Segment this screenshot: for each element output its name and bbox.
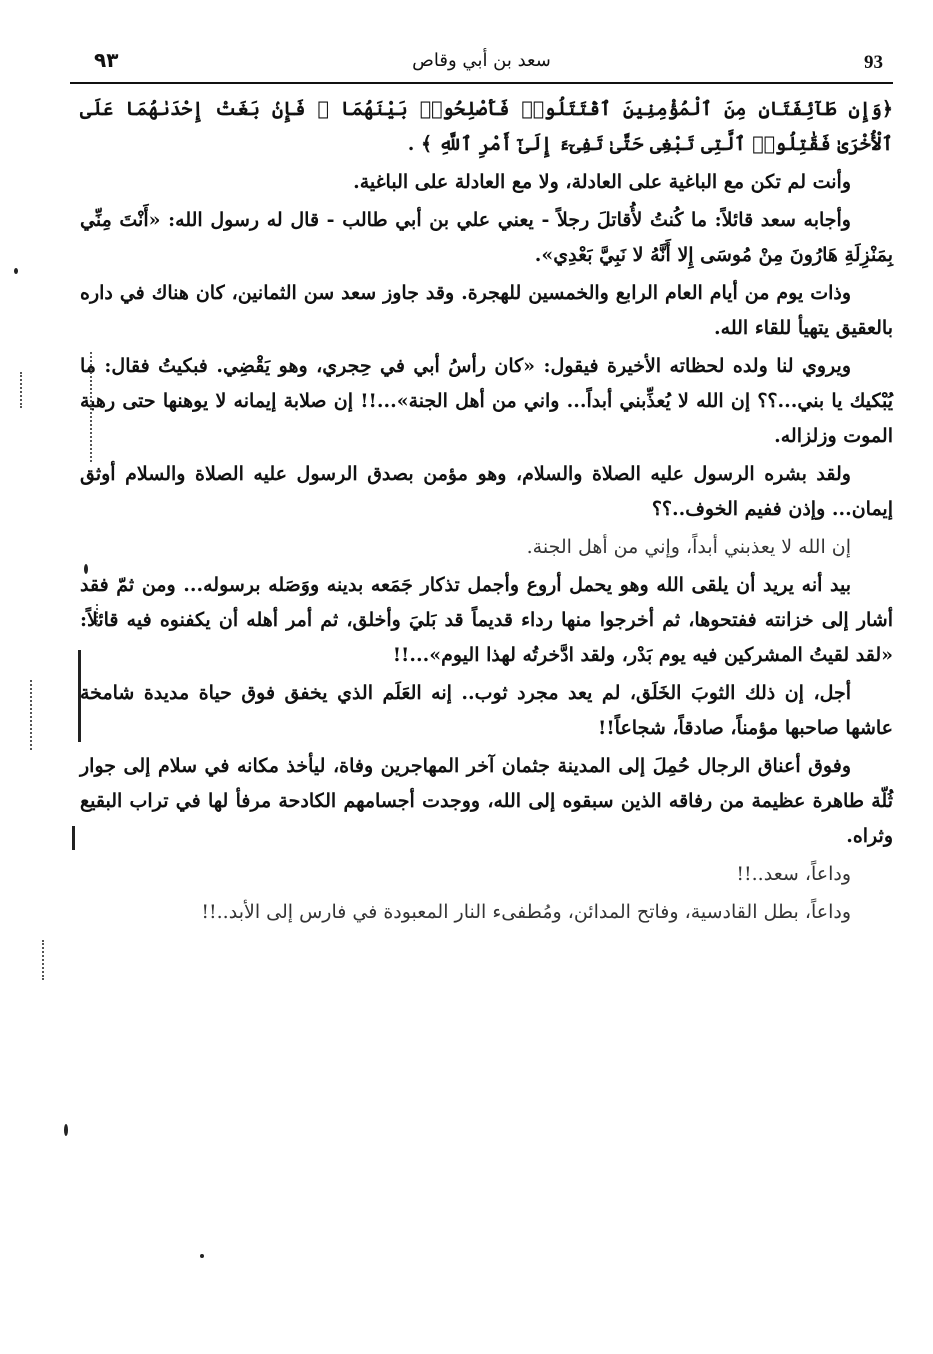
scan-margin-mark [96, 604, 98, 626]
paragraph: وذات يوم من أيام العام الرابع والخمسين للهجرة. وقد جاوز سعد سن الثمانين، كان هناك في داره بالعقيق يتهيأ للقاء الله. [80, 282, 893, 339]
scan-speck [64, 1124, 68, 1136]
running-title: سعد بن أبي وقاص [412, 50, 551, 71]
paragraph: وداعاً، بطل القادسية، وفاتح المدائن، ومُطفىء النار المعبودة في فارس إلى الأبد..!! [201, 901, 851, 923]
scan-margin-mark [20, 372, 22, 408]
paragraph: وداعاً، سعد..!! [736, 863, 851, 885]
scan-speck [84, 564, 88, 574]
quran-verse: ﴿وَإِن طَآئِفَتَانِ مِنَ ٱلْمُؤْمِنِينَ ٱقْتَتَلُوا۟ فَأَصْلِحُوا۟ بَيْنَهُمَا ۖ فَإِنۢ بَغَتْ إِحْدَىٰهُمَا عَلَى ٱلْأُخْرَىٰ فَقَٰتِلُوا۟ ٱلَّتِى تَبْغِى حَتَّىٰ تَفِىٓءَ إِلَىٰٓ أَمْرِ ٱللَّهِ ﴾ . [80, 98, 893, 155]
paragraph: إن الله لا يعذبني أبداً، وإني من أهل الجنة. [526, 536, 851, 558]
scan-bracket-mark [72, 826, 75, 850]
paragraph: أجل، إن ذلك الثوبَ الخَلَق، لم يعد مجرد ثوب.. إنه العَلَم الذي يخفق فوق حياة مديدة شامخة عاشها صاحبها مؤمناً، صادقاً، شجاعاً!! [80, 682, 893, 739]
paragraph: وأنت لم تكن مع الباغية على العادلة، ولا مع العادلة على الباغية. [353, 171, 851, 193]
scan-speck [200, 1254, 204, 1258]
paragraph: بيد أنه يريد أن يلقى الله وهو يحمل أروع وأجمل تذكار جَمَعه بدينه ووَصَله برسوله... ومن ثمّ فقد أشار إلى خزانته ففتحوها، ثم أخرجوا منها رداء قديماً قد بَليَ وأخلق، ثم أمر أهله أن يكفنوه فيه قائلاً: «لقد لقيتُ المشركين فيه يوم بَدْر، ولقد ادَّخرتُه لهذا اليوم»...!! [80, 574, 893, 666]
paragraph: ولقد بشره الرسول عليه الصلاة والسلام، وهو مؤمن بصدق الرسول عليه الصلاة والسلام أوثق إيمان... وإذن ففيم الخوف..؟؟ [80, 463, 893, 520]
scan-speck [14, 268, 18, 274]
paragraph: وفوق أعناق الرجال حُمِلَ إلى المدينة جثمان آخر المهاجرين وفاة، ليأخذ مكانه في سلام إلى جوار ثُلّة طاهرة عظيمة من رفاقه الذين سبقوه إلى الله، ووجدت أجسامهم الكادحة مرفأ لها في تراب البقيع وثراه. [80, 755, 893, 847]
paragraph: وأجابه سعد قائلاً: ما كُنتُ لأُقاتلَ رجلاً - يعني علي بن أبي طالب - قال له رسول الله: «أَنْتَ مِنِّي بِمَنْزِلَةِ هَارُونَ مِنْ مُوسَى إِلا أَنَّهُ لا نَبِيَّ بَعْدِي». [80, 209, 893, 266]
scan-margin-mark [90, 352, 92, 462]
page-number-arabic: ٩٣ [94, 48, 119, 72]
scan-bracket-mark [78, 650, 81, 742]
header-rule [70, 82, 893, 84]
scan-margin-mark [30, 680, 32, 750]
body-text [80, 92, 893, 933]
page-header [70, 40, 893, 80]
scan-margin-mark [42, 940, 44, 980]
page-number-latin: 93 [864, 52, 883, 73]
paragraph: ويروي لنا ولده لحظاته الأخيرة فيقول: «كان رأسُ أبي في حِجري، وهو يَقْضِي. فبكيتُ فقال: ما يُبْكيك يا بني...؟؟ إن الله لا يُعذِّبني أبداً... واني من أهل الجنة»...!! إن صلابة إيمانه لا يوهنها حتى رهبة الموت وزلزاله. [80, 355, 893, 447]
